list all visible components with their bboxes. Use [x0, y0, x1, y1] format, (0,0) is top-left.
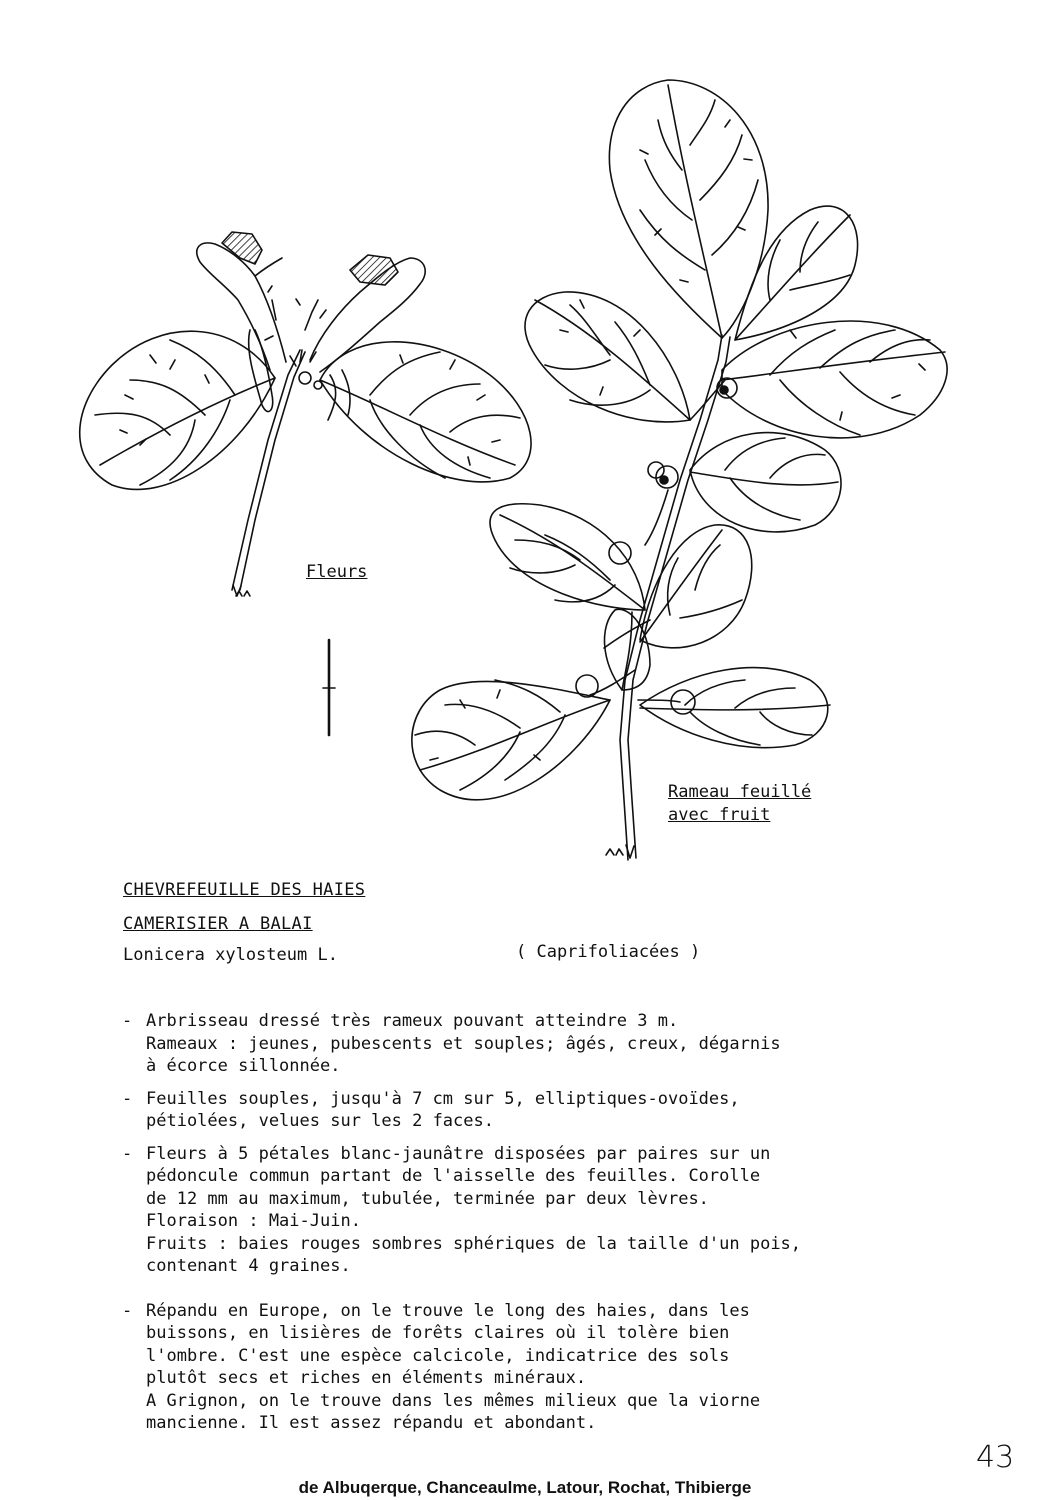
- description-line: à écorce sillonnée.: [146, 1056, 341, 1076]
- description-paragraph: [122, 1143, 922, 1278]
- description: [122, 1010, 922, 1445]
- caption-branch-line-1: Rameau feuillé: [668, 782, 812, 802]
- description-paragraph: [122, 1010, 922, 1078]
- common-name-1: CHEVREFEUILLE DES HAIES: [123, 880, 366, 900]
- bullet-dash: -: [122, 1088, 133, 1109]
- description-line: buissons, en lisières de forêts claires où il tolère bien: [146, 1323, 730, 1343]
- caption-flowers: Fleurs: [306, 562, 368, 582]
- description-line: pédoncule commun partant de l'aisselle des feuilles. Corolle: [146, 1166, 761, 1186]
- description-line: Répandu en Europe, on le trouve le long des haies, dans les: [146, 1300, 750, 1321]
- bullet-dash: -: [122, 1300, 133, 1321]
- description-line: A Grignon, on le trouve dans les mêmes milieux que la viorne: [146, 1390, 761, 1411]
- flower-drawing: [80, 232, 531, 596]
- description-line: Feuilles souples, jusqu'à 7 cm sur 5, elliptiques-ovoïdes,: [146, 1088, 740, 1109]
- description-line: Fleurs à 5 pétales blanc-jaunâtre disposées par paires sur un: [146, 1143, 771, 1164]
- caption-branch: [668, 781, 811, 827]
- description-line: Floraison : Mai-Juin.: [146, 1211, 361, 1231]
- description-line: mancienne. Il est assez répandu et abondant.: [146, 1413, 597, 1433]
- description-line: contenant 4 graines.: [146, 1256, 351, 1276]
- description-line: Arbrisseau dressé très rameux pouvant atteindre 3 m.: [146, 1011, 679, 1031]
- description-paragraph: [122, 1088, 922, 1133]
- family-name: ( Caprifoliacées ): [516, 942, 701, 962]
- description-line: Fruits : baies rouges sombres sphériques de la taille d'un pois,: [146, 1233, 802, 1254]
- bullet-dash: -: [122, 1011, 133, 1031]
- bullet-dash: -: [122, 1143, 133, 1164]
- scale-bar: [323, 640, 335, 735]
- description-line: de 12 mm au maximum, tubulée, terminée par deux lèvres.: [146, 1188, 709, 1209]
- description-line: l'ombre. C'est une espèce calcicole, indicatrice des sols: [146, 1345, 730, 1366]
- common-name-2: CAMERISIER A BALAI: [123, 914, 313, 934]
- page-number: 43: [976, 1440, 1015, 1475]
- latin-name: Lonicera xylosteum L.: [123, 945, 338, 965]
- caption-branch-line-2: avec fruit: [668, 805, 771, 825]
- credits-footer: de Albuqerque, Chanceaulme, Latour, Rochat, Thibierge: [298, 1478, 752, 1497]
- description-paragraph: [122, 1300, 922, 1435]
- description-line: Rameaux : jeunes, pubescents et souples; âgés, creux, dégarnis: [146, 1033, 781, 1054]
- description-line: pétiolées, velues sur les 2 faces.: [146, 1111, 494, 1131]
- branch-drawing: [236, 80, 947, 860]
- description-line: plutôt secs et riches en éléments minéraux.: [146, 1368, 587, 1388]
